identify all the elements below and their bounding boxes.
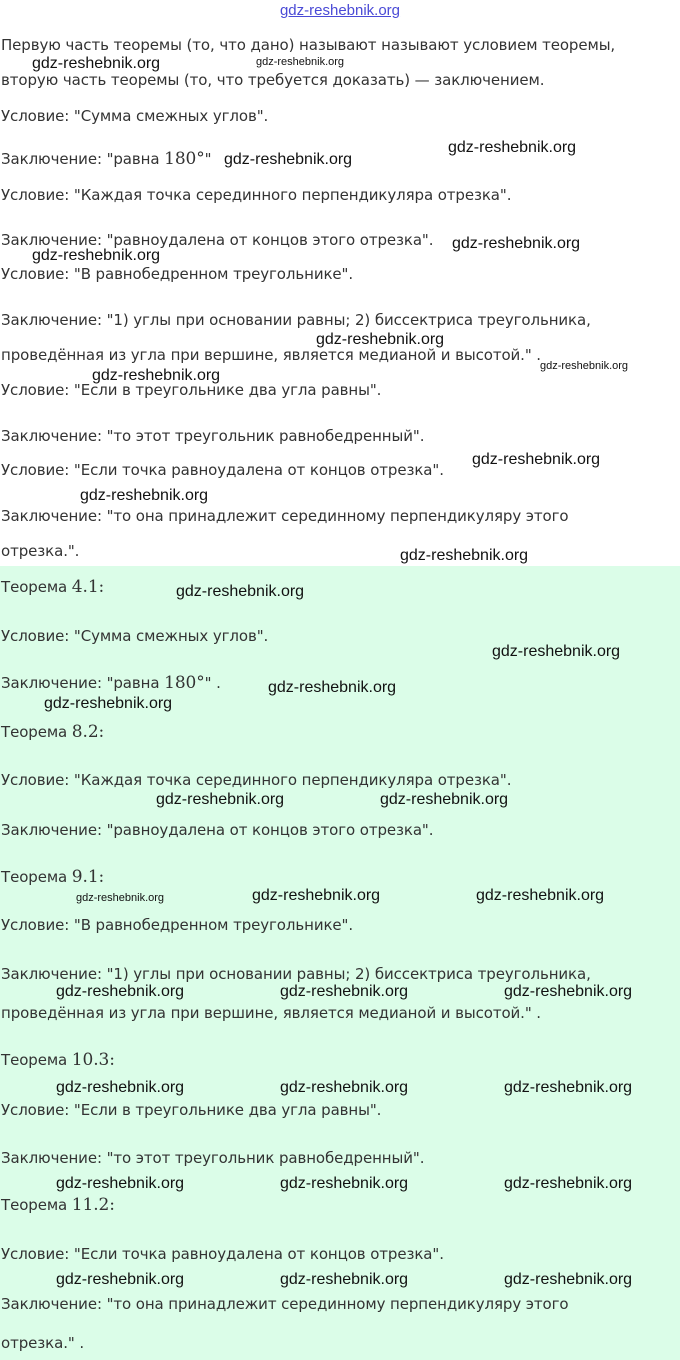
watermark: gdz-reshebnik.org — [44, 695, 173, 712]
watermark: gdz-reshebnik.org — [400, 547, 529, 564]
theorem-8-2-condition: Условие: "Каждая точка серединного перпендикуляра отрезка". — [1, 771, 512, 789]
watermark: gdz-reshebnik.org — [280, 1271, 409, 1288]
condition-4: Условие: "Если в треугольнике два угла равны". — [1, 381, 382, 399]
watermark: gdz-reshebnik.org — [504, 1175, 633, 1192]
watermark: gdz-reshebnik.org — [252, 887, 381, 904]
watermark: gdz-reshebnik.org — [280, 1175, 409, 1192]
watermark: gdz-reshebnik.org — [56, 1079, 185, 1096]
conclusion-3-line-2: проведённая из угла при вершине, является медианой и высотой." . — [1, 346, 541, 364]
watermark: gdz-reshebnik.org — [176, 583, 305, 600]
watermark: gdz-reshebnik.org — [280, 983, 409, 1000]
site-link[interactable]: gdz-reshebnik.org — [279, 2, 401, 19]
intro-line-1: Первую часть теоремы (то, что дано) называют называют условием теоремы, — [1, 36, 616, 54]
watermark: gdz-reshebnik.org — [76, 892, 165, 904]
theorem-8-2-conclusion: Заключение: "равноудалена от концов этого отрезка". — [1, 821, 434, 839]
watermark: gdz-reshebnik.org — [32, 247, 161, 264]
conclusion-3-line-1: Заключение: "1) углы при основании равны; 2) биссектриса треугольника, — [1, 311, 591, 329]
theorem-4-1-conclusion: Заключение: "равна 180°" . — [1, 673, 221, 693]
watermark: gdz-reshebnik.org — [56, 1271, 185, 1288]
theorem-11-2-condition: Условие: "Если точка равноудалена от концов отрезка". — [1, 1245, 444, 1263]
condition-5: Условие: "Если точка равноудалена от концов отрезка". — [1, 461, 444, 479]
theorem-9-1-conclusion-line-2: проведённая из угла при вершине, является медианой и высотой." . — [1, 1004, 541, 1022]
watermark: gdz-reshebnik.org — [268, 679, 397, 696]
theorem-9-1-condition: Условие: "В равнобедренном треугольнике". — [1, 916, 354, 934]
theorem-10-3-condition: Условие: "Если в треугольнике два угла равны". — [1, 1101, 382, 1119]
conclusion-5-line-1: Заключение: "то она принадлежит серединному перпендикуляру этого — [1, 507, 569, 525]
conclusion-2: Заключение: "равноудалена от концов этого отрезка". — [1, 231, 434, 249]
theorem-11-2-conclusion-line-1: Заключение: "то она принадлежит серединному перпендикуляру этого — [1, 1295, 569, 1313]
theorem-9-1-conclusion-line-1: Заключение: "1) углы при основании равны; 2) биссектриса треугольника, — [1, 965, 591, 983]
watermark: gdz-reshebnik.org — [56, 1175, 185, 1192]
theorem-4-1-title: Теорема 4.1: — [1, 577, 105, 597]
condition-3: Условие: "В равнобедренном треугольнике". — [1, 265, 354, 283]
watermark: gdz-reshebnik.org — [80, 487, 209, 504]
watermark: gdz-reshebnik.org — [492, 643, 621, 660]
theorem-4-1-condition: Условие: "Сумма смежных углов". — [1, 627, 269, 645]
watermark: gdz-reshebnik.org — [476, 887, 605, 904]
conclusion-5-line-2: отрезка.". — [1, 542, 80, 560]
watermark: gdz-reshebnik.org — [156, 791, 285, 808]
theorem-10-3-conclusion: Заключение: "то этот треугольник равнобедренный". — [1, 1149, 425, 1167]
intro-line-2: вторую часть теоремы (то, что требуется доказать) — заключением. — [1, 71, 545, 89]
theorem-10-3-title: Теорема 10.3: — [1, 1050, 115, 1070]
condition-2: Условие: "Каждая точка серединного перпендикуляра отрезка". — [1, 186, 512, 204]
watermark: gdz-reshebnik.org — [56, 983, 185, 1000]
watermark: gdz-reshebnik.org — [452, 235, 581, 252]
watermark: gdz-reshebnik.org — [472, 451, 601, 468]
watermark: gdz-reshebnik.org — [92, 367, 221, 384]
watermark: gdz-reshebnik.org — [316, 331, 445, 348]
watermark: gdz-reshebnik.org — [32, 55, 161, 72]
theorem-11-2-title: Теорема 11.2: — [1, 1195, 115, 1215]
conclusion-4: Заключение: "то этот треугольник равнобедренный". — [1, 427, 425, 445]
condition-1: Условие: "Сумма смежных углов". — [1, 107, 269, 125]
watermark: gdz-reshebnik.org — [448, 139, 577, 156]
conclusion-1: Заключение: "равна 180°" — [1, 149, 212, 169]
watermark: gdz-reshebnik.org — [256, 56, 345, 68]
watermark: gdz-reshebnik.org — [380, 791, 509, 808]
watermark: gdz-reshebnik.org — [504, 1079, 633, 1096]
theorem-8-2-title: Теорема 8.2: — [1, 722, 105, 742]
theorem-11-2-conclusion-line-2: отрезка." . — [1, 1334, 84, 1352]
theorem-9-1-title: Теорема 9.1: — [1, 867, 105, 887]
watermark: gdz-reshebnik.org — [504, 983, 633, 1000]
watermark: gdz-reshebnik.org — [540, 360, 629, 372]
watermark: gdz-reshebnik.org — [224, 151, 353, 168]
watermark: gdz-reshebnik.org — [504, 1271, 633, 1288]
watermark: gdz-reshebnik.org — [280, 1079, 409, 1096]
